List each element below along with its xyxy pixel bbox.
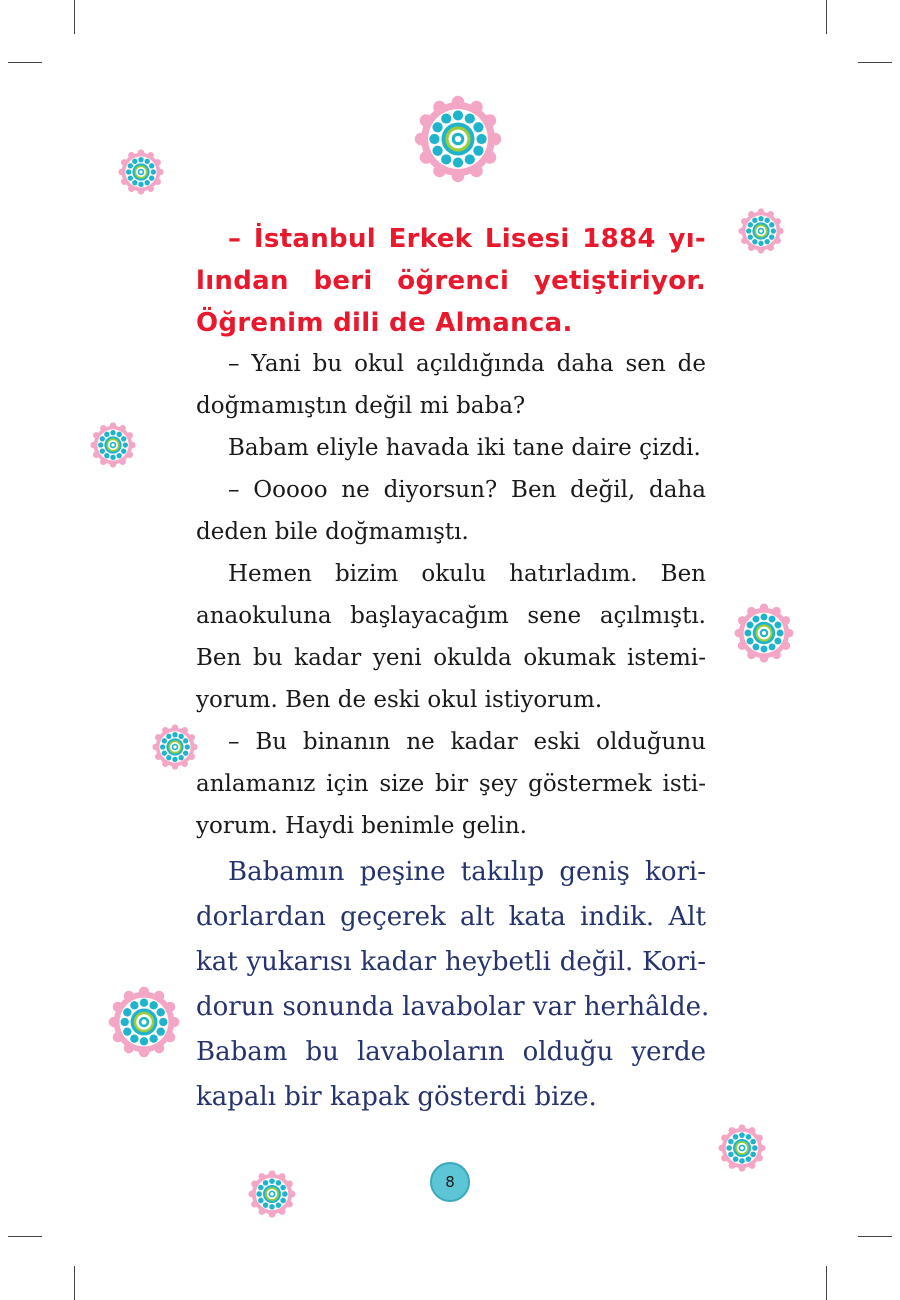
narration-paragraph <box>196 850 710 1120</box>
crop-mark <box>826 1266 827 1300</box>
text-line: anaokuluna başlayacağım sene açılmıştı. <box>196 603 706 629</box>
text-line: Hemen bizim okulu hatırladım. Ben <box>228 561 706 587</box>
body-paragraph <box>196 343 706 847</box>
text-line: Öğrenim dili de Almanca. <box>196 308 573 338</box>
crop-mark <box>8 1236 42 1237</box>
crop-mark <box>74 1266 75 1300</box>
text-line: yorum. Ben de eski okul istiyorum. <box>196 687 603 713</box>
text-line: Ben bu kadar yeni okulda okumak istemi- <box>196 645 706 671</box>
text-line: Babam bu lavaboların olduğu yerde <box>196 1037 706 1067</box>
flower-icon <box>90 422 136 468</box>
text-line: Babam eliyle havada iki tane daire çizdi. <box>228 435 701 461</box>
flower-icon <box>108 986 180 1058</box>
text-line: kat yukarısı kadar heybetli değil. Kori- <box>196 947 706 977</box>
highlighted-paragraph <box>196 218 706 344</box>
crop-mark <box>858 1236 892 1237</box>
text-line: kapalı bir kapak gösterdi bize. <box>196 1082 597 1112</box>
text-line: yorum. Haydi benimle gelin. <box>196 813 527 839</box>
flower-icon <box>738 208 784 254</box>
crop-mark <box>858 62 892 63</box>
crop-mark <box>826 0 827 34</box>
text-line: – Yani bu okul açıldığında daha sen de <box>228 351 706 377</box>
text-line: – Bu binanın ne kadar eski olduğunu <box>228 729 706 755</box>
text-line: – Ooooo ne diyorsun? Ben değil, daha <box>228 477 706 503</box>
flower-icon <box>118 149 164 195</box>
text-line: lından beri öğrenci yetiştiriyor. <box>196 266 706 296</box>
text-line: doğmamıştın değil mi baba? <box>196 393 526 419</box>
text-line: anlamanız için size bir şey göstermek isti- <box>196 771 706 797</box>
text-line: – İstanbul Erkek Lisesi 1884 yı- <box>228 224 706 254</box>
text-line: dorun sonunda lavabolar var herhâlde. <box>196 992 710 1022</box>
flower-icon <box>248 1170 296 1218</box>
page-number: 8 <box>430 1162 470 1202</box>
text-line: dorlardan geçerek alt kata indik. Alt <box>196 902 706 932</box>
crop-mark <box>8 62 42 63</box>
text-line: Babamın peşine takılıp geniş kori- <box>228 857 706 887</box>
crop-mark <box>74 0 75 34</box>
flower-icon <box>734 603 794 663</box>
flower-icon <box>152 724 198 770</box>
flower-icon <box>414 95 502 183</box>
text-line: deden bile doğmamıştı. <box>196 519 469 545</box>
flower-icon <box>718 1124 766 1172</box>
